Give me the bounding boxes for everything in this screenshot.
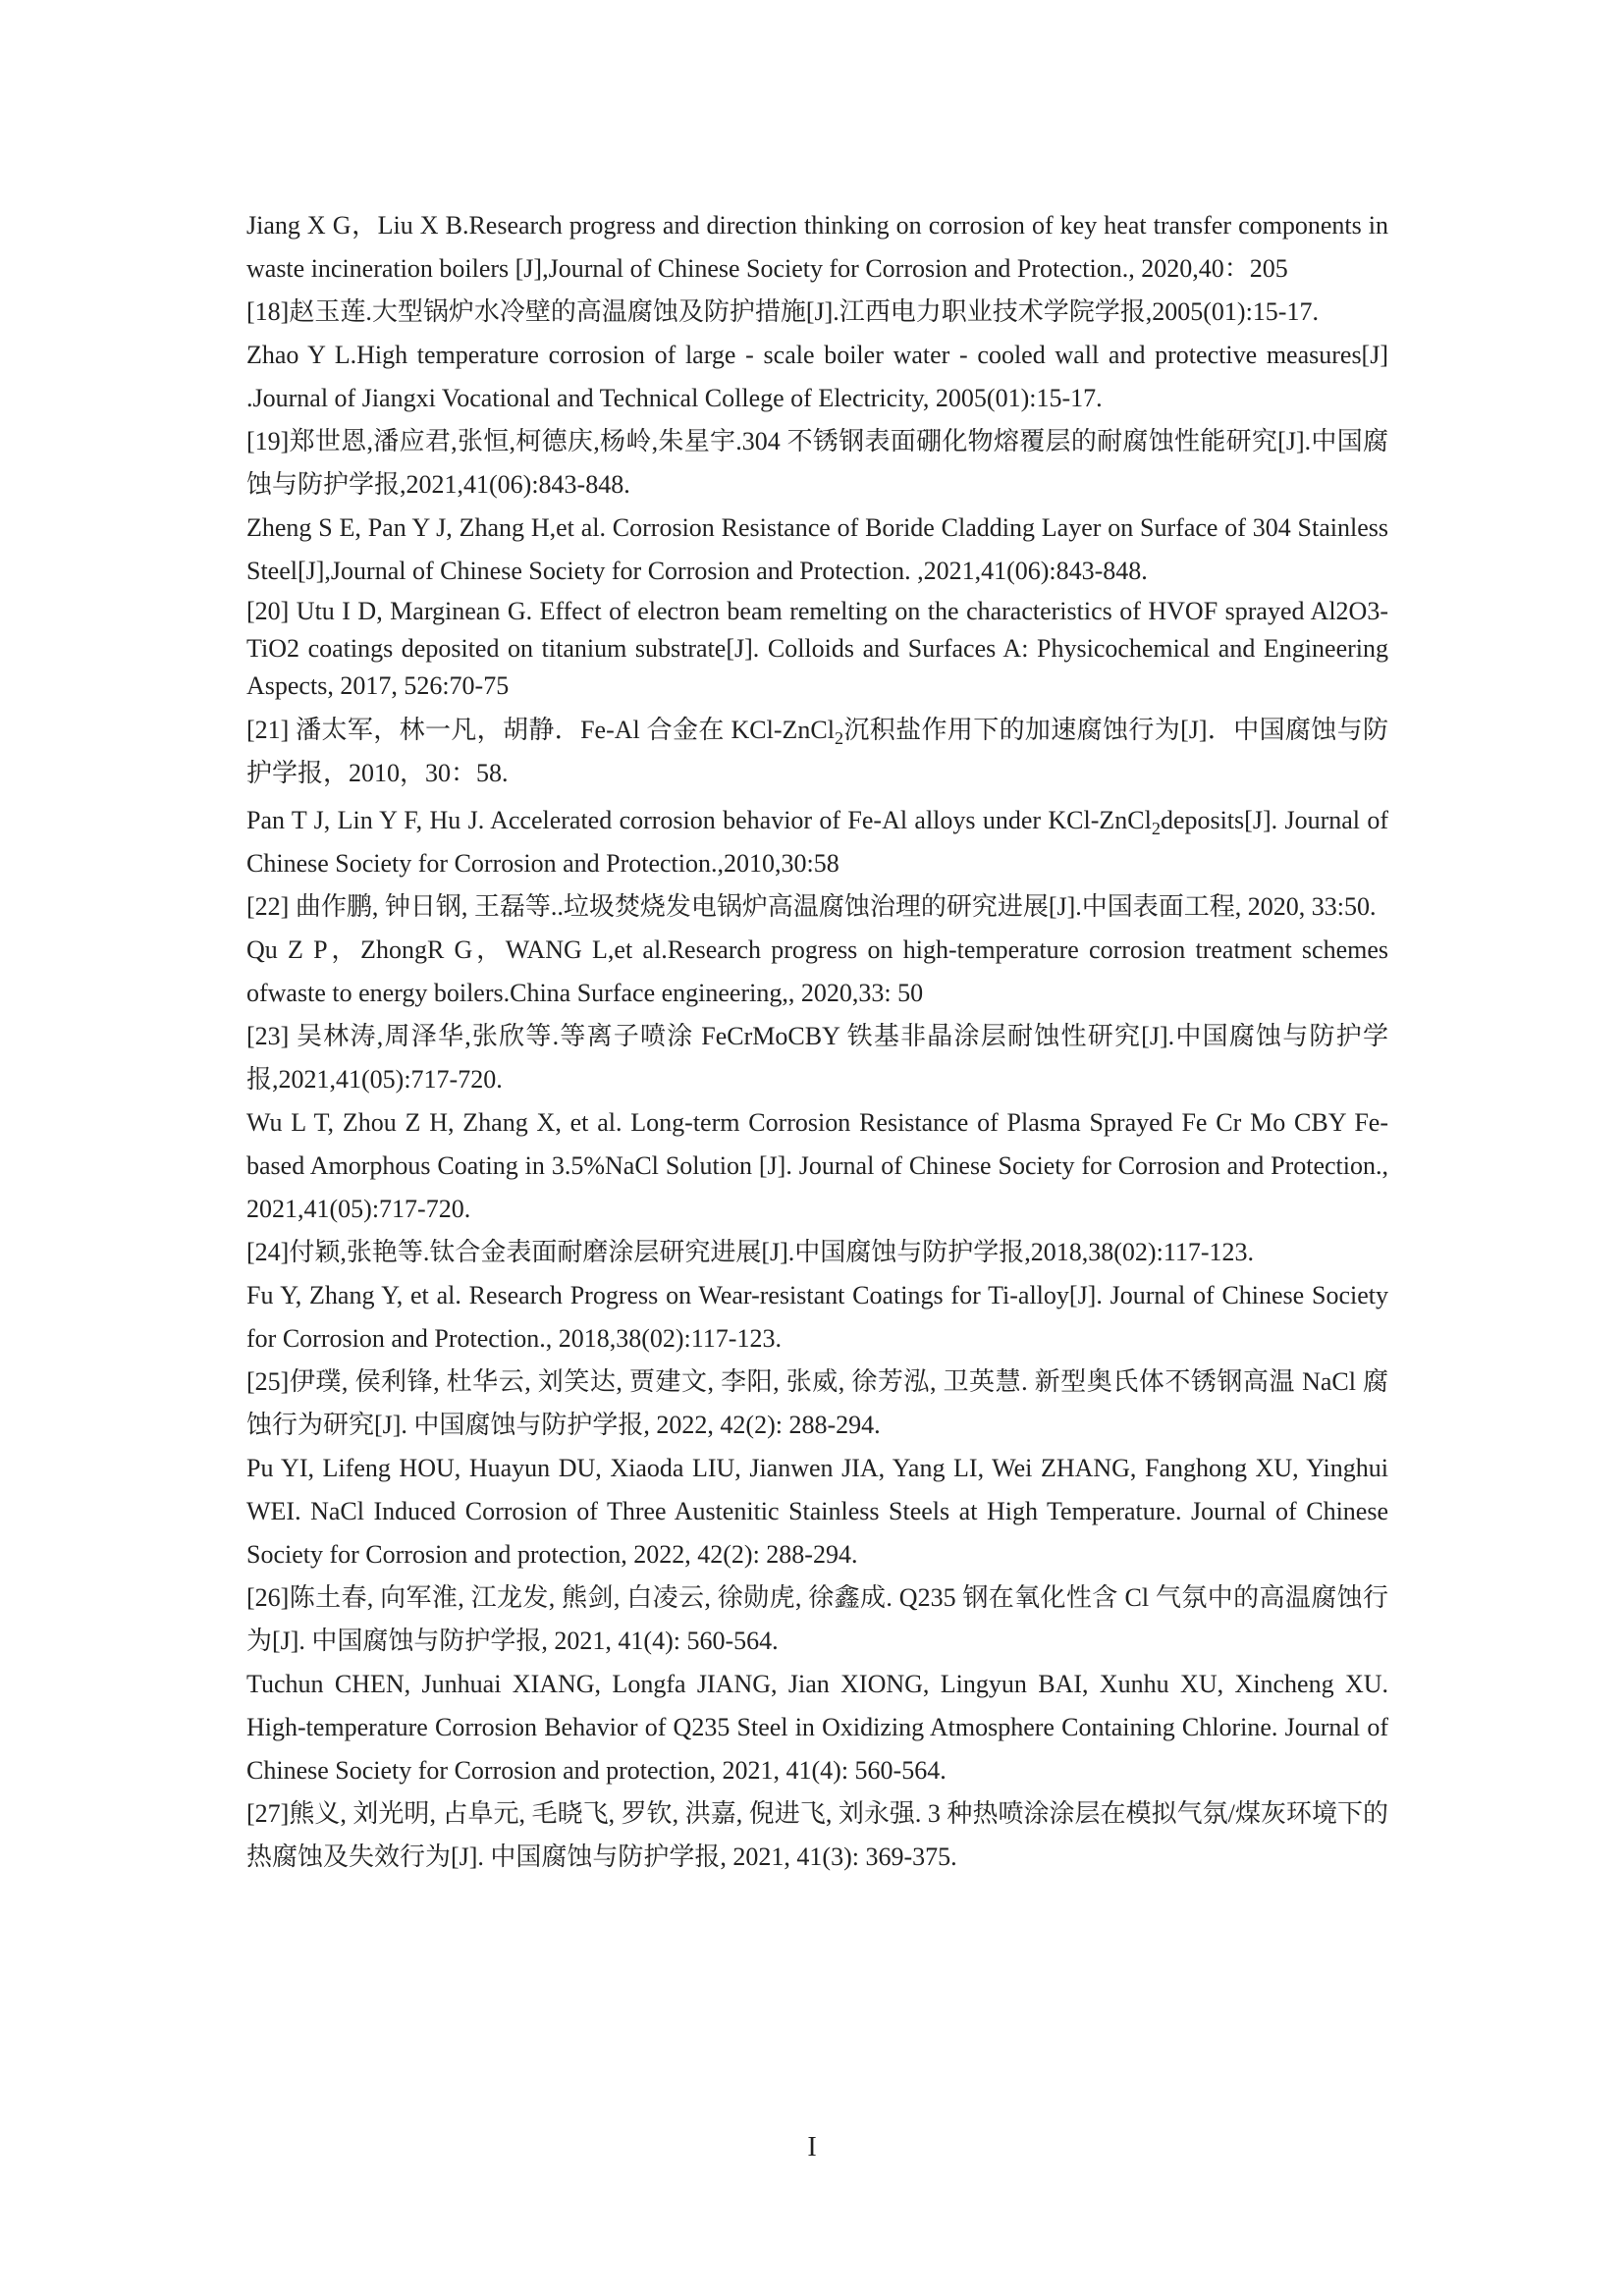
reference-entry: [24]付颖,张艳等.钛合金表面耐磨涂层研究进展[J].中国腐蚀与防护学报,2018,38(02):117-123. xyxy=(246,1238,1254,1266)
reference-text: Pan T J, Lin Y F, Hu J. Accelerated corrosion behavior of Fe-Al alloys under KCl-ZnCl xyxy=(246,806,1152,834)
reference-entry: [26]陈土春, 向军淮, 江龙发, 熊剑, 白凌云, 徐勋虎, 徐鑫成. Q235 钢在氧化性含 Cl 气氛中的高温腐蚀行为[J]. 中国腐蚀与防护学报, 2021, 41(4): 560-564. xyxy=(246,1583,1388,1655)
reference-entry: Qu Z P，ZhongR G，WANG L,et al.Research progress on high-temperature corrosion treatment schemes ofwaste to energy boilers.China Surface engineering,, 2020,33: 50 xyxy=(246,935,1388,1007)
reference-entry xyxy=(246,709,1388,795)
reference-entry: Zhao Y L.High temperature corrosion of large - scale boiler water - cooled wall and protective measures[J] .Journal of Jiangxi Vocational and Technical College of Electricity, 2005(01):15-17. xyxy=(246,341,1388,412)
reference-text: 沉积盐作用下的加速腐蚀行为[J]．中国腐蚀与防护学报，2010，30：58. xyxy=(246,716,1388,787)
reference-entry: Pu YI, Lifeng HOU, Huayun DU, Xiaoda LIU, Jianwen JIA, Yang LI, Wei ZHANG, Fanghong XU, Yinghui WEI. NaCl Induced Corrosion of Three Austenitic Stainless Steels at High Temperature. Journal of Chinese Society for Corrosion and protection, 2022, 42(2): 288-294. xyxy=(246,1454,1388,1569)
reference-entry: Jiang X G，Liu X B.Research progress and direction thinking on corrosion of key heat transfer components in waste incineration boilers [J],Journal of Chinese Society for Corrosion and Protection., 2020,40：205 xyxy=(246,211,1388,283)
reference-entry: [18]赵玉莲.大型锅炉水冷壁的高温腐蚀及防护措施[J].江西电力职业技术学院学报,2005(01):15-17. xyxy=(246,297,1319,326)
reference-entry xyxy=(246,799,1388,885)
page-number: I xyxy=(807,2132,817,2163)
subscript: 2 xyxy=(1151,819,1161,839)
reference-entry: [20] Utu I D, Marginean G. Effect of electron beam remelting on the characteristics of HVOF sprayed Al2O3-TiO2 coatings deposited on titanium substrate[J]. Colloids and Surfaces A: Physicochemical and Engineering Aspects, 2017, 526:70-75 xyxy=(246,597,1388,700)
reference-entry: Tuchun CHEN, Junhuai XIANG, Longfa JIANG, Jian XIONG, Lingyun BAI, Xunhu XU, Xincheng XU. High-temperature Corrosion Behavior of Q235 Steel in Oxidizing Atmosphere Containing Chlorine. Journal of Chinese Society for Corrosion and protection, 2021, 41(4): 560-564. xyxy=(246,1670,1388,1785)
reference-text: [21] 潘太军，林一凡，胡静．Fe-Al 合金在 KCl-ZnCl xyxy=(246,716,835,744)
reference-entry: [27]熊义, 刘光明, 占阜元, 毛晓飞, 罗钦, 洪嘉, 倪进飞, 刘永强. 3 种热喷涂涂层在模拟气氛/煤灰环境下的热腐蚀及失效行为[J]. 中国腐蚀与防护学报, 2021, 41(3): 369-375. xyxy=(246,1799,1388,1871)
reference-list xyxy=(246,204,1388,1879)
reference-entry: [23] 吴林涛,周泽华,张欣等.等离子喷涂 FeCrMoCBY 铁基非晶涂层耐蚀性研究[J].中国腐蚀与防护学报,2021,41(05):717-720. xyxy=(246,1022,1388,1094)
reference-entry: [22] 曲作鹏, 钟日钢, 王磊等..垃圾焚烧发电锅炉高温腐蚀治理的研究进展[J].中国表面工程, 2020, 33:50. xyxy=(246,892,1377,921)
subscript: 2 xyxy=(834,728,844,749)
reference-entry: Zheng S E, Pan Y J, Zhang H,et al. Corrosion Resistance of Boride Cladding Layer on Surface of 304 Stainless Steel[J],Journal of Chinese Society for Corrosion and Protection. ,2021,41(06):843-848. xyxy=(246,513,1388,585)
reference-text: deposits[J]. Journal of Chinese Society for Corrosion and Protection.,2010,30:58 xyxy=(246,806,1388,878)
reference-entry: [19]郑世恩,潘应君,张恒,柯德庆,杨岭,朱星宇.304 不锈钢表面硼化物熔覆层的耐腐蚀性能研究[J].中国腐蚀与防护学报,2021,41(06):843-848. xyxy=(246,427,1388,499)
reference-entry: Fu Y, Zhang Y, et al. Research Progress on Wear-resistant Coatings for Ti-alloy[J]. Journal of Chinese Society for Corrosion and Protection., 2018,38(02):117-123. xyxy=(246,1281,1388,1353)
reference-entry: [25]伊璞, 侯利锋, 杜华云, 刘笑达, 贾建文, 李阳, 张威, 徐芳泓, 卫英慧. 新型奥氏体不锈钢高温 NaCl 腐蚀行为研究[J]. 中国腐蚀与防护学报, 2022, 42(2): 288-294. xyxy=(246,1367,1388,1439)
reference-entry: Wu L T, Zhou Z H, Zhang X, et al. Long-term Corrosion Resistance of Plasma Sprayed Fe Cr Mo CBY Fe-based Amorphous Coating in 3.5%NaCl Solution [J]. Journal of Chinese Society for Corrosion and Protection., 2021,41(05):717-720. xyxy=(246,1108,1388,1223)
